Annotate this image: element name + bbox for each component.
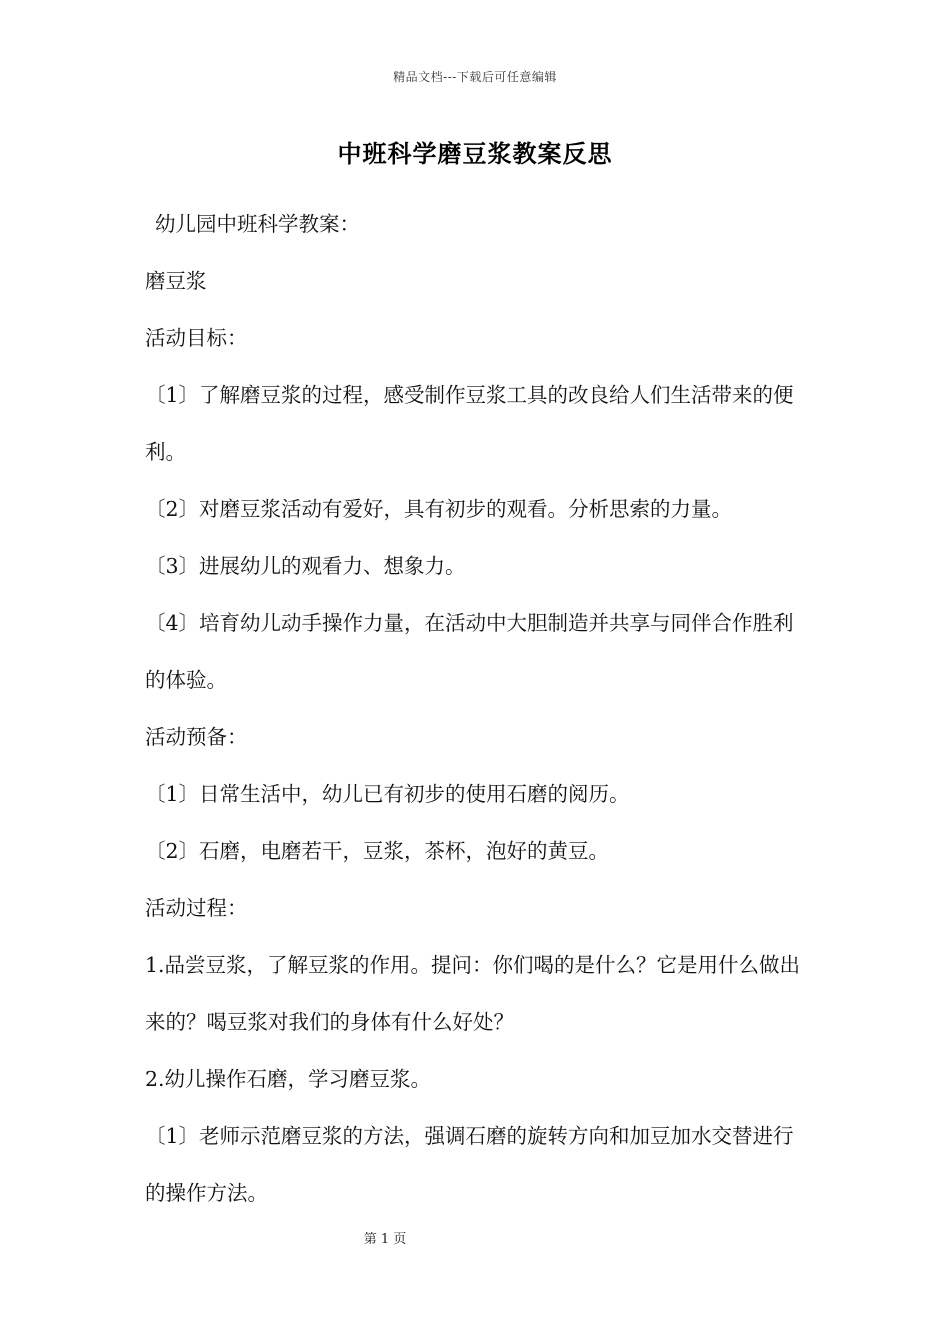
paragraph: 活动预备： — [145, 725, 248, 749]
paragraph: 〔2〕石磨，电磨若干，豆浆，茶杯，泡好的黄豆。 — [145, 839, 610, 863]
paragraph: 2.幼儿操作石磨，学习磨豆浆。 — [145, 1067, 432, 1091]
document-body — [145, 196, 810, 1222]
paragraph: 〔1〕日常生活中，幼儿已有初步的使用石磨的阅历。 — [145, 782, 630, 806]
paragraph: 1.品尝豆浆，了解豆浆的作用。提问：你们喝的是什么？它是用什么做出来的？喝豆浆对我们的身体有什么好处？ — [145, 953, 801, 1034]
paragraph: 〔2〕对磨豆浆活动有爱好，具有初步的观看。分析思索的力量。 — [145, 497, 733, 521]
paragraph: 〔1〕了解磨豆浆的过程，感受制作豆浆工具的改良给人们生活带来的便利。 — [145, 383, 794, 464]
paragraph: 〔4〕培育幼儿动手操作力量，在活动中大胆制造并共享与同伴合作胜利的体验。 — [145, 611, 794, 692]
paragraph: 活动目标： — [145, 326, 248, 350]
header-note: 精品文档---下载后可任意编辑 — [393, 70, 557, 84]
paragraph: 活动过程： — [145, 896, 248, 920]
document-title: 中班科学磨豆浆教案反思 — [337, 139, 613, 168]
page-number-footer: 第 1 页 — [363, 1232, 407, 1247]
paragraph: 〔1〕老师示范磨豆浆的方法，强调石磨的旋转方向和加豆加水交替进行的操作方法。 — [145, 1124, 794, 1205]
paragraph: 幼儿园中班科学教案： — [155, 212, 360, 236]
paragraph: 磨豆浆 — [145, 269, 207, 293]
paragraph: 〔3〕进展幼儿的观看力、想象力。 — [145, 554, 466, 578]
